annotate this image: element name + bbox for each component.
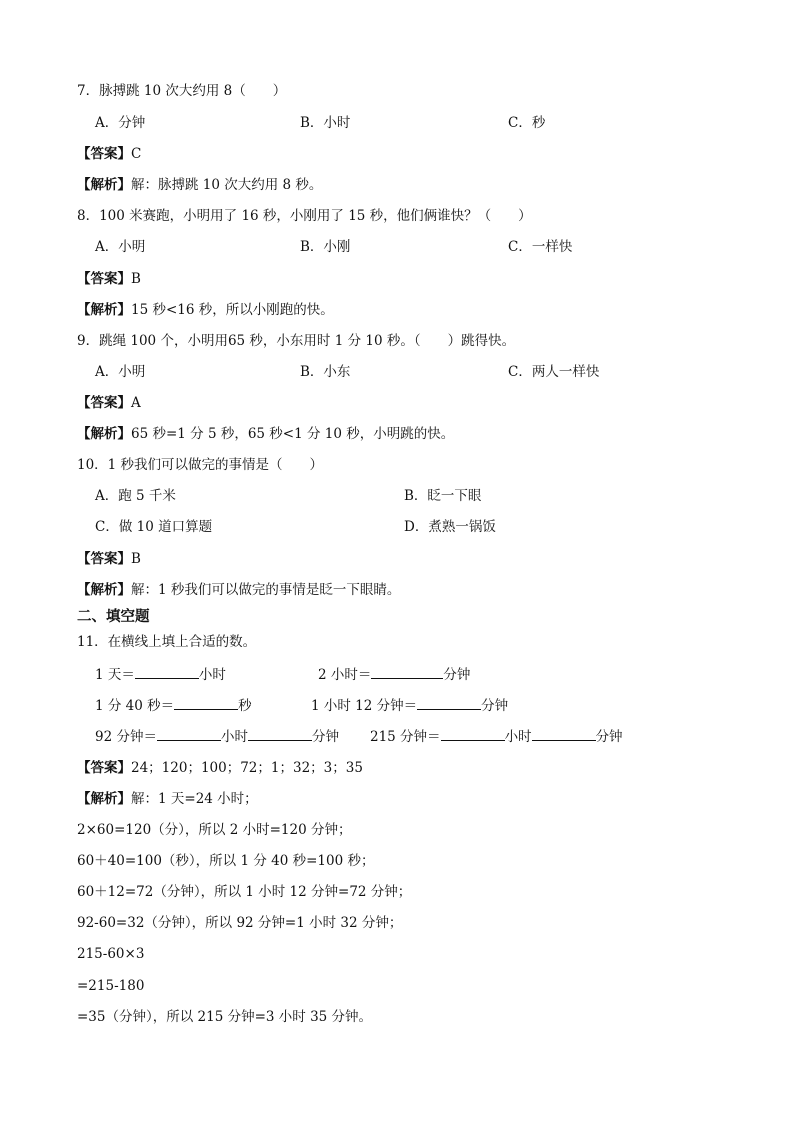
q10-option-b: B．眨一下眼 (404, 488, 482, 504)
q7-answer (77, 144, 141, 164)
analysis-tag: 【解析】 (77, 177, 131, 193)
question-10-stem: 10．1 秒我们可以做完的事情是（ ） (77, 457, 324, 473)
analysis-tag: 【解析】 (77, 582, 131, 598)
question-11-stem: 11．在横线上填上合适的数。 (77, 634, 257, 650)
q10-option-c: C．做 10 道口算题 (95, 519, 213, 535)
q11-analysis-line-2: 2×60=120（分），所以 2 小时=120 分钟； (77, 822, 352, 838)
q11-analysis-line-7: =215-180 (77, 978, 145, 994)
answer-blank[interactable] (157, 725, 221, 741)
q8-option-a: A．小明 (95, 239, 146, 255)
fill-row-3b (370, 725, 623, 747)
fill-suffix: 分钟 (443, 667, 471, 683)
q11-answer (77, 758, 363, 778)
answer-tag: 【答案】 (77, 760, 131, 776)
question-7-stem: 7．脉搏跳 10 次大约用 8（ ） (77, 83, 287, 99)
question-9-stem: 9．跳绳 100 个，小明用65 秒，小东用时 1 分 10 秒。（ ）跳得快。 (77, 333, 516, 349)
q10-option-d: D．煮熟一锅饭 (404, 519, 496, 535)
q10-option-a: A．跑 5 千米 (95, 488, 176, 504)
fill-prefix: 215 分钟＝ (370, 729, 441, 745)
q11-analysis-line-5: 92-60=32（分钟），所以 92 分钟=1 小时 32 分钟； (77, 915, 403, 931)
q11-analysis-line-6: 215-60×3 (77, 946, 145, 962)
q11-analysis-line-3: 60＋40=100（秒），所以 1 分 40 秒=100 秒； (77, 853, 375, 869)
fill-prefix: 1 分 40 秒＝ (95, 698, 175, 714)
answer-blank[interactable] (135, 663, 199, 679)
q7-answer-value: C (131, 146, 142, 162)
q11-analysis-line-4: 60＋12=72（分钟），所以 1 小时 12 分钟=72 分钟； (77, 884, 412, 900)
q7-analysis (77, 175, 322, 195)
q9-answer (77, 393, 141, 413)
fill-prefix: 1 天＝ (95, 667, 135, 683)
q8-answer (77, 269, 141, 289)
answer-blank[interactable] (371, 663, 443, 679)
q7-option-c: C．秒 (508, 115, 546, 131)
answer-blank[interactable] (532, 725, 596, 741)
q10-analysis-text: 解：1 秒我们可以做完的事情是眨一下眼睛。 (131, 582, 401, 598)
question-8-stem: 8．100 米赛跑，小明用了 16 秒，小刚用了 15 秒，他们俩谁快？（ ） (77, 208, 532, 224)
q10-answer-value: B (131, 551, 141, 567)
q7-analysis-text: 解：脉搏跳 10 次大约用 8 秒。 (131, 177, 323, 193)
fill-prefix: 1 小时 12 分钟＝ (311, 698, 418, 714)
answer-blank[interactable] (248, 725, 312, 741)
q10-analysis (77, 580, 400, 600)
fill-row-1a (95, 663, 226, 685)
q9-analysis (77, 424, 454, 444)
q9-option-a: A．小明 (95, 364, 146, 380)
answer-tag: 【答案】 (77, 395, 131, 411)
fill-suffix: 秒 (238, 698, 252, 714)
q7-option-a: A．分钟 (95, 115, 146, 131)
q11-analysis (77, 789, 258, 809)
answer-tag: 【答案】 (77, 146, 131, 162)
analysis-tag: 【解析】 (77, 791, 131, 807)
fill-middle: 小时 (504, 729, 532, 745)
answer-tag: 【答案】 (77, 551, 131, 567)
answer-blank[interactable] (174, 694, 238, 710)
q11-analysis-line-1: 解：1 天=24 小时； (131, 791, 258, 807)
fill-suffix: 小时 (198, 667, 226, 683)
fill-row-2b (311, 694, 508, 716)
q8-option-c: C．一样快 (508, 239, 573, 255)
q7-option-b: B．小时 (300, 115, 351, 131)
fill-suffix: 分钟 (481, 698, 509, 714)
q9-option-c: C．两人一样快 (508, 364, 600, 380)
q8-analysis (77, 300, 334, 320)
q9-analysis-text: 65 秒=1 分 5 秒，65 秒<1 分 10 秒，小明跳的快。 (131, 426, 455, 442)
q11-analysis-line-8: =35（分钟），所以 215 分钟=3 小时 35 分钟。 (77, 1009, 373, 1025)
answer-blank[interactable] (417, 694, 481, 710)
fill-row-2a (95, 694, 252, 716)
fill-suffix: 分钟 (595, 729, 623, 745)
analysis-tag: 【解析】 (77, 302, 131, 318)
fill-middle: 小时 (220, 729, 248, 745)
analysis-tag: 【解析】 (77, 426, 131, 442)
q8-analysis-text: 15 秒<16 秒，所以小刚跑的快。 (131, 302, 334, 318)
section-heading: 二、填空题 (77, 608, 150, 625)
q8-option-b: B．小刚 (300, 239, 351, 255)
q9-answer-value: A (131, 395, 141, 411)
q11-answer-value: 24；120；100；72；1；32；3；35 (131, 760, 363, 776)
q9-option-b: B．小东 (300, 364, 351, 380)
fill-prefix: 2 小时＝ (318, 667, 372, 683)
answer-blank[interactable] (441, 725, 505, 741)
fill-row-1b (318, 663, 470, 685)
answer-tag: 【答案】 (77, 271, 131, 287)
fill-suffix: 分钟 (311, 729, 339, 745)
q10-answer (77, 549, 141, 569)
q8-answer-value: B (131, 271, 141, 287)
fill-row-3a (95, 725, 339, 747)
fill-prefix: 92 分钟＝ (95, 729, 157, 745)
